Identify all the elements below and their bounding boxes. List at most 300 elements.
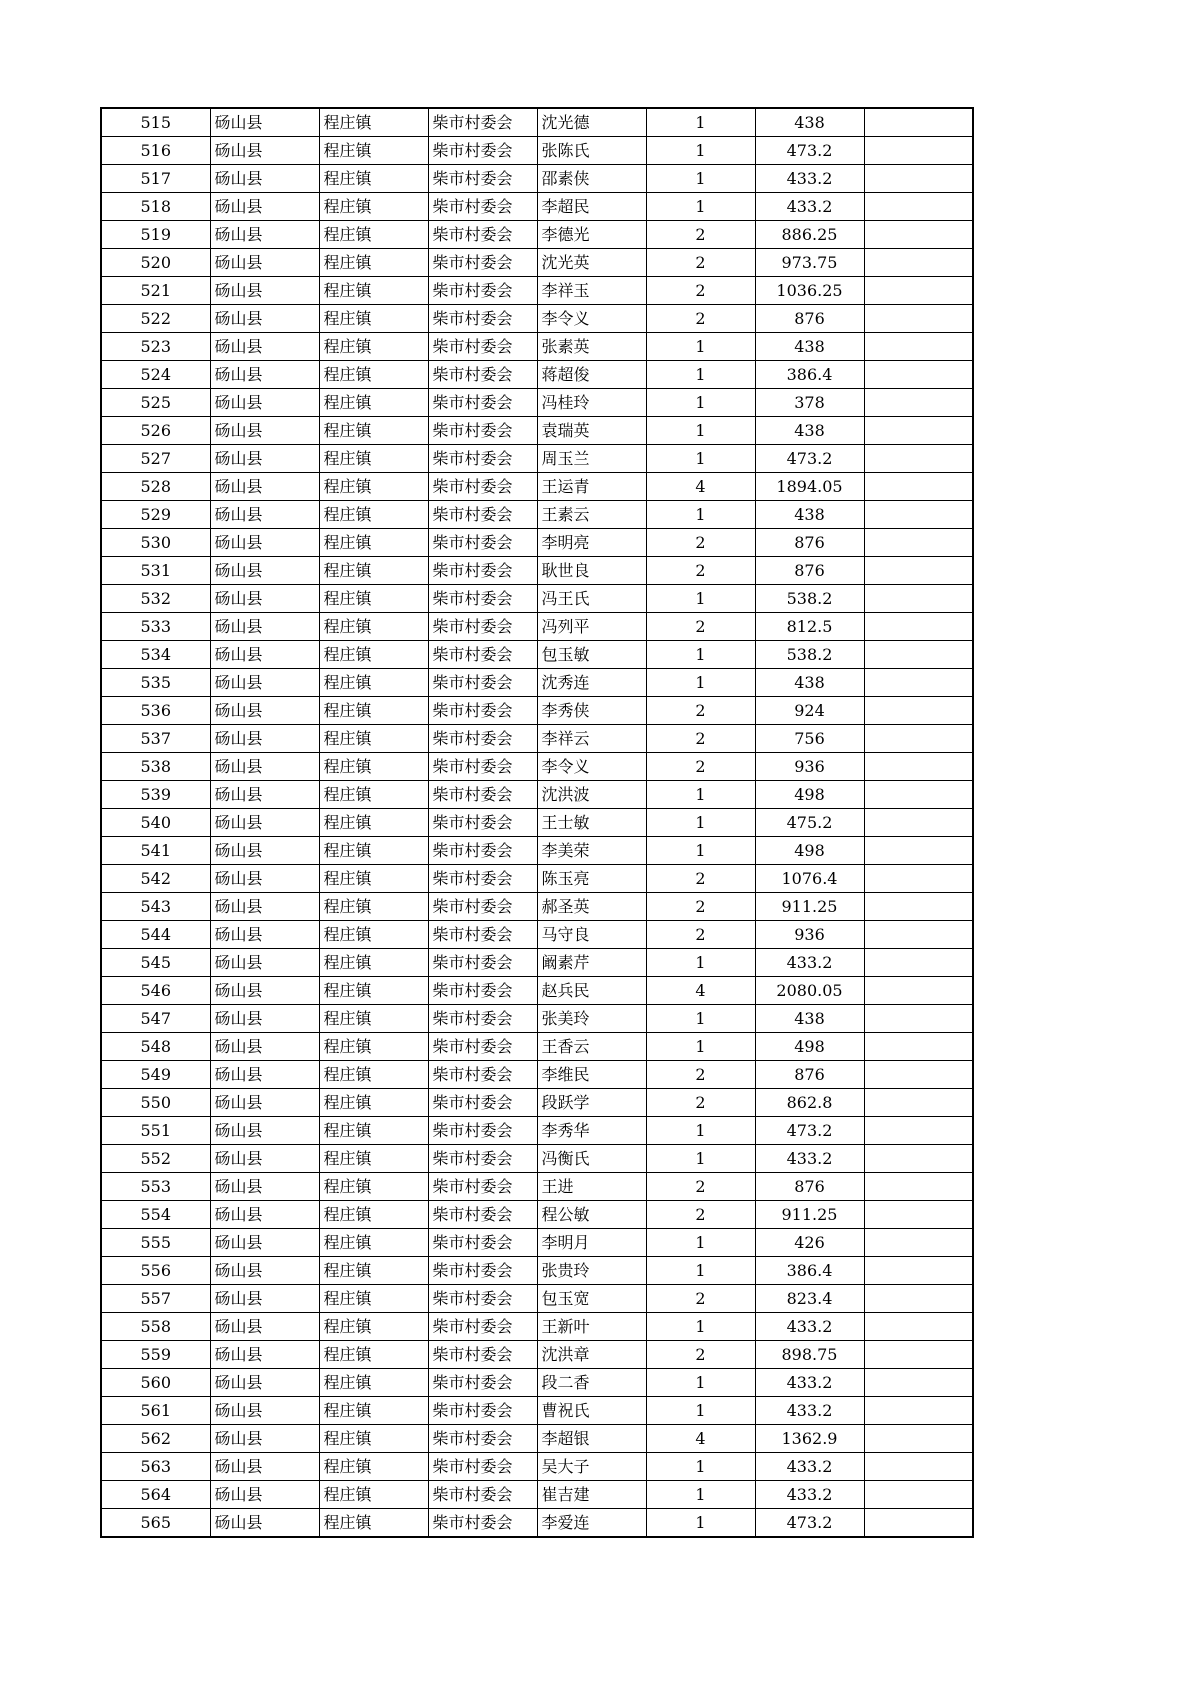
row-number-cell: 532 [101,585,210,613]
name-cell: 李令义 [537,305,646,333]
town-cell: 程庄镇 [319,193,428,221]
county-cell: 砀山县 [210,333,319,361]
name-cell: 张美玲 [537,1005,646,1033]
row-number-cell: 554 [101,1201,210,1229]
amount-cell: 438 [755,108,864,137]
count-cell: 1 [646,108,755,137]
amount-cell: 378 [755,389,864,417]
county-cell: 砀山县 [210,417,319,445]
count-cell: 1 [646,1397,755,1425]
table-row [101,1341,973,1369]
remark-cell [864,417,973,445]
name-cell: 李维民 [537,1061,646,1089]
name-cell: 李秀华 [537,1117,646,1145]
remark-cell [864,1089,973,1117]
county-cell: 砀山县 [210,697,319,725]
village-cell: 柴市村委会 [428,893,537,921]
name-cell: 李明亮 [537,529,646,557]
count-cell: 1 [646,389,755,417]
county-cell: 砀山县 [210,837,319,865]
row-number-cell: 523 [101,333,210,361]
row-number-cell: 522 [101,305,210,333]
remark-cell [864,1145,973,1173]
town-cell: 程庄镇 [319,1117,428,1145]
amount-cell: 1894.05 [755,473,864,501]
amount-cell: 426 [755,1229,864,1257]
row-number-cell: 526 [101,417,210,445]
village-cell: 柴市村委会 [428,585,537,613]
name-cell: 李祥云 [537,725,646,753]
county-cell: 砀山县 [210,641,319,669]
table-row [101,1313,973,1341]
table-row [101,613,973,641]
row-number-cell: 549 [101,1061,210,1089]
town-cell: 程庄镇 [319,1313,428,1341]
county-cell: 砀山县 [210,1313,319,1341]
county-cell: 砀山县 [210,1117,319,1145]
count-cell: 2 [646,221,755,249]
remark-cell [864,1061,973,1089]
village-cell: 柴市村委会 [428,361,537,389]
amount-cell: 433.2 [755,949,864,977]
table-row [101,108,973,137]
town-cell: 程庄镇 [319,1201,428,1229]
name-cell: 阚素芹 [537,949,646,977]
county-cell: 砀山县 [210,361,319,389]
town-cell: 程庄镇 [319,1005,428,1033]
amount-cell: 433.2 [755,1397,864,1425]
county-cell: 砀山县 [210,277,319,305]
name-cell: 崔吉建 [537,1481,646,1509]
row-number-cell: 515 [101,108,210,137]
town-cell: 程庄镇 [319,1229,428,1257]
table-row [101,1117,973,1145]
row-number-cell: 525 [101,389,210,417]
town-cell: 程庄镇 [319,1061,428,1089]
county-cell: 砀山县 [210,1089,319,1117]
name-cell: 沈光英 [537,249,646,277]
village-cell: 柴市村委会 [428,277,537,305]
county-cell: 砀山县 [210,613,319,641]
name-cell: 李秀侠 [537,697,646,725]
count-cell: 1 [646,445,755,473]
name-cell: 冯衡氏 [537,1145,646,1173]
town-cell: 程庄镇 [319,1453,428,1481]
town-cell: 程庄镇 [319,108,428,137]
count-cell: 1 [646,417,755,445]
row-number-cell: 531 [101,557,210,585]
count-cell: 2 [646,1285,755,1313]
count-cell: 1 [646,193,755,221]
name-cell: 包玉宽 [537,1285,646,1313]
remark-cell [864,613,973,641]
amount-cell: 538.2 [755,641,864,669]
count-cell: 2 [646,865,755,893]
village-cell: 柴市村委会 [428,1257,537,1285]
village-cell: 柴市村委会 [428,1313,537,1341]
remark-cell [864,277,973,305]
remark-cell [864,837,973,865]
town-cell: 程庄镇 [319,1285,428,1313]
remark-cell [864,137,973,165]
table-row [101,249,973,277]
row-number-cell: 561 [101,1397,210,1425]
count-cell: 1 [646,1033,755,1061]
village-cell: 柴市村委会 [428,1061,537,1089]
name-cell: 吴大子 [537,1453,646,1481]
count-cell: 1 [646,1481,755,1509]
table-row [101,781,973,809]
count-cell: 1 [646,641,755,669]
remark-cell [864,753,973,781]
name-cell: 沈光德 [537,108,646,137]
amount-cell: 438 [755,1005,864,1033]
count-cell: 1 [646,949,755,977]
name-cell: 张贵玲 [537,1257,646,1285]
count-cell: 1 [646,1117,755,1145]
remark-cell [864,697,973,725]
village-cell: 柴市村委会 [428,557,537,585]
amount-cell: 886.25 [755,221,864,249]
county-cell: 砀山县 [210,1453,319,1481]
village-cell: 柴市村委会 [428,949,537,977]
row-number-cell: 564 [101,1481,210,1509]
count-cell: 1 [646,1257,755,1285]
row-number-cell: 552 [101,1145,210,1173]
row-number-cell: 516 [101,137,210,165]
town-cell: 程庄镇 [319,781,428,809]
county-cell: 砀山县 [210,1285,319,1313]
name-cell: 李爱连 [537,1509,646,1538]
county-cell: 砀山县 [210,221,319,249]
amount-cell: 924 [755,697,864,725]
town-cell: 程庄镇 [319,893,428,921]
amount-cell: 898.75 [755,1341,864,1369]
county-cell: 砀山县 [210,1481,319,1509]
village-cell: 柴市村委会 [428,249,537,277]
village-cell: 柴市村委会 [428,809,537,837]
amount-cell: 386.4 [755,1257,864,1285]
remark-cell [864,1341,973,1369]
count-cell: 1 [646,137,755,165]
village-cell: 柴市村委会 [428,1173,537,1201]
table-row [101,557,973,585]
remark-cell [864,165,973,193]
town-cell: 程庄镇 [319,1369,428,1397]
count-cell: 1 [646,1145,755,1173]
county-cell: 砀山县 [210,809,319,837]
village-cell: 柴市村委会 [428,669,537,697]
row-number-cell: 536 [101,697,210,725]
remark-cell [864,1201,973,1229]
remark-cell [864,781,973,809]
amount-cell: 473.2 [755,1117,864,1145]
county-cell: 砀山县 [210,1229,319,1257]
village-cell: 柴市村委会 [428,1285,537,1313]
remark-cell [864,529,973,557]
remark-cell [864,669,973,697]
village-cell: 柴市村委会 [428,473,537,501]
county-cell: 砀山县 [210,389,319,417]
town-cell: 程庄镇 [319,1257,428,1285]
name-cell: 袁瑞英 [537,417,646,445]
row-number-cell: 520 [101,249,210,277]
table-row [101,921,973,949]
table-row [101,1005,973,1033]
amount-cell: 438 [755,333,864,361]
village-cell: 柴市村委会 [428,1369,537,1397]
row-number-cell: 553 [101,1173,210,1201]
village-cell: 柴市村委会 [428,1089,537,1117]
county-cell: 砀山县 [210,1425,319,1453]
count-cell: 1 [646,361,755,389]
name-cell: 李超银 [537,1425,646,1453]
table-row [101,1145,973,1173]
table-row [101,221,973,249]
count-cell: 2 [646,529,755,557]
village-cell: 柴市村委会 [428,725,537,753]
name-cell: 李美荣 [537,837,646,865]
name-cell: 王新叶 [537,1313,646,1341]
name-cell: 郝圣英 [537,893,646,921]
village-cell: 柴市村委会 [428,697,537,725]
count-cell: 2 [646,1201,755,1229]
table-body [101,108,973,1537]
remark-cell [864,1397,973,1425]
town-cell: 程庄镇 [319,277,428,305]
village-cell: 柴市村委会 [428,781,537,809]
row-number-cell: 551 [101,1117,210,1145]
row-number-cell: 544 [101,921,210,949]
row-number-cell: 539 [101,781,210,809]
remark-cell [864,193,973,221]
name-cell: 李德光 [537,221,646,249]
row-number-cell: 550 [101,1089,210,1117]
county-cell: 砀山县 [210,1397,319,1425]
town-cell: 程庄镇 [319,1145,428,1173]
name-cell: 冯桂玲 [537,389,646,417]
count-cell: 4 [646,1425,755,1453]
amount-cell: 812.5 [755,613,864,641]
amount-cell: 876 [755,529,864,557]
remark-cell [864,221,973,249]
amount-cell: 876 [755,1061,864,1089]
name-cell: 马守良 [537,921,646,949]
town-cell: 程庄镇 [319,1341,428,1369]
town-cell: 程庄镇 [319,1033,428,1061]
county-cell: 砀山县 [210,1509,319,1538]
amount-cell: 438 [755,669,864,697]
remark-cell [864,1257,973,1285]
row-number-cell: 534 [101,641,210,669]
village-cell: 柴市村委会 [428,305,537,333]
table-row [101,1369,973,1397]
table-row [101,1201,973,1229]
name-cell: 邵素侠 [537,165,646,193]
name-cell: 冯王氏 [537,585,646,613]
count-cell: 1 [646,1369,755,1397]
count-cell: 2 [646,1173,755,1201]
row-number-cell: 545 [101,949,210,977]
village-cell: 柴市村委会 [428,193,537,221]
row-number-cell: 542 [101,865,210,893]
town-cell: 程庄镇 [319,1397,428,1425]
county-cell: 砀山县 [210,1201,319,1229]
village-cell: 柴市村委会 [428,613,537,641]
amount-cell: 876 [755,557,864,585]
amount-cell: 433.2 [755,1145,864,1173]
table-row [101,865,973,893]
town-cell: 程庄镇 [319,221,428,249]
table-row [101,193,973,221]
amount-cell: 498 [755,1033,864,1061]
remark-cell [864,585,973,613]
village-cell: 柴市村委会 [428,1397,537,1425]
amount-cell: 438 [755,501,864,529]
table-row [101,501,973,529]
remark-cell [864,641,973,669]
town-cell: 程庄镇 [319,865,428,893]
amount-cell: 1076.4 [755,865,864,893]
county-cell: 砀山县 [210,305,319,333]
village-cell: 柴市村委会 [428,165,537,193]
county-cell: 砀山县 [210,753,319,781]
county-cell: 砀山县 [210,1145,319,1173]
town-cell: 程庄镇 [319,585,428,613]
row-number-cell: 541 [101,837,210,865]
county-cell: 砀山县 [210,557,319,585]
count-cell: 2 [646,249,755,277]
name-cell: 赵兵民 [537,977,646,1005]
county-cell: 砀山县 [210,1173,319,1201]
remark-cell [864,361,973,389]
table-row [101,1481,973,1509]
count-cell: 2 [646,613,755,641]
data-table [100,107,974,1538]
town-cell: 程庄镇 [319,613,428,641]
count-cell: 2 [646,557,755,585]
town-cell: 程庄镇 [319,333,428,361]
table-row [101,529,973,557]
village-cell: 柴市村委会 [428,1481,537,1509]
name-cell: 李令义 [537,753,646,781]
county-cell: 砀山县 [210,193,319,221]
count-cell: 1 [646,1005,755,1033]
remark-cell [864,389,973,417]
count-cell: 1 [646,501,755,529]
amount-cell: 862.8 [755,1089,864,1117]
amount-cell: 2080.05 [755,977,864,1005]
town-cell: 程庄镇 [319,1509,428,1538]
table-row [101,585,973,613]
row-number-cell: 533 [101,613,210,641]
county-cell: 砀山县 [210,1369,319,1397]
name-cell: 程公敏 [537,1201,646,1229]
count-cell: 1 [646,781,755,809]
county-cell: 砀山县 [210,1257,319,1285]
county-cell: 砀山县 [210,445,319,473]
village-cell: 柴市村委会 [428,753,537,781]
row-number-cell: 535 [101,669,210,697]
remark-cell [864,249,973,277]
row-number-cell: 530 [101,529,210,557]
remark-cell [864,921,973,949]
village-cell: 柴市村委会 [428,641,537,669]
amount-cell: 433.2 [755,1481,864,1509]
village-cell: 柴市村委会 [428,389,537,417]
amount-cell: 433.2 [755,1453,864,1481]
name-cell: 沈洪章 [537,1341,646,1369]
village-cell: 柴市村委会 [428,108,537,137]
table-row [101,697,973,725]
table-row [101,137,973,165]
table-row [101,809,973,837]
amount-cell: 498 [755,781,864,809]
name-cell: 王士敏 [537,809,646,837]
row-number-cell: 529 [101,501,210,529]
town-cell: 程庄镇 [319,137,428,165]
table-row [101,389,973,417]
table-row [101,1089,973,1117]
village-cell: 柴市村委会 [428,1117,537,1145]
town-cell: 程庄镇 [319,837,428,865]
table-row [101,1229,973,1257]
table-row [101,641,973,669]
row-number-cell: 518 [101,193,210,221]
count-cell: 2 [646,725,755,753]
town-cell: 程庄镇 [319,725,428,753]
village-cell: 柴市村委会 [428,1425,537,1453]
amount-cell: 936 [755,753,864,781]
count-cell: 2 [646,1341,755,1369]
town-cell: 程庄镇 [319,529,428,557]
county-cell: 砀山县 [210,781,319,809]
village-cell: 柴市村委会 [428,921,537,949]
row-number-cell: 558 [101,1313,210,1341]
amount-cell: 823.4 [755,1285,864,1313]
name-cell: 张陈氏 [537,137,646,165]
row-number-cell: 517 [101,165,210,193]
row-number-cell: 528 [101,473,210,501]
count-cell: 2 [646,277,755,305]
remark-cell [864,1005,973,1033]
row-number-cell: 537 [101,725,210,753]
county-cell: 砀山县 [210,585,319,613]
village-cell: 柴市村委会 [428,977,537,1005]
name-cell: 王香云 [537,1033,646,1061]
county-cell: 砀山县 [210,165,319,193]
amount-cell: 498 [755,837,864,865]
name-cell: 王素云 [537,501,646,529]
town-cell: 程庄镇 [319,557,428,585]
town-cell: 程庄镇 [319,1089,428,1117]
table-row [101,669,973,697]
village-cell: 柴市村委会 [428,529,537,557]
count-cell: 1 [646,837,755,865]
town-cell: 程庄镇 [319,361,428,389]
table-row [101,1453,973,1481]
town-cell: 程庄镇 [319,305,428,333]
table-row [101,1061,973,1089]
count-cell: 1 [646,1453,755,1481]
county-cell: 砀山县 [210,949,319,977]
village-cell: 柴市村委会 [428,1229,537,1257]
row-number-cell: 547 [101,1005,210,1033]
row-number-cell: 527 [101,445,210,473]
county-cell: 砀山县 [210,977,319,1005]
village-cell: 柴市村委会 [428,445,537,473]
count-cell: 2 [646,305,755,333]
